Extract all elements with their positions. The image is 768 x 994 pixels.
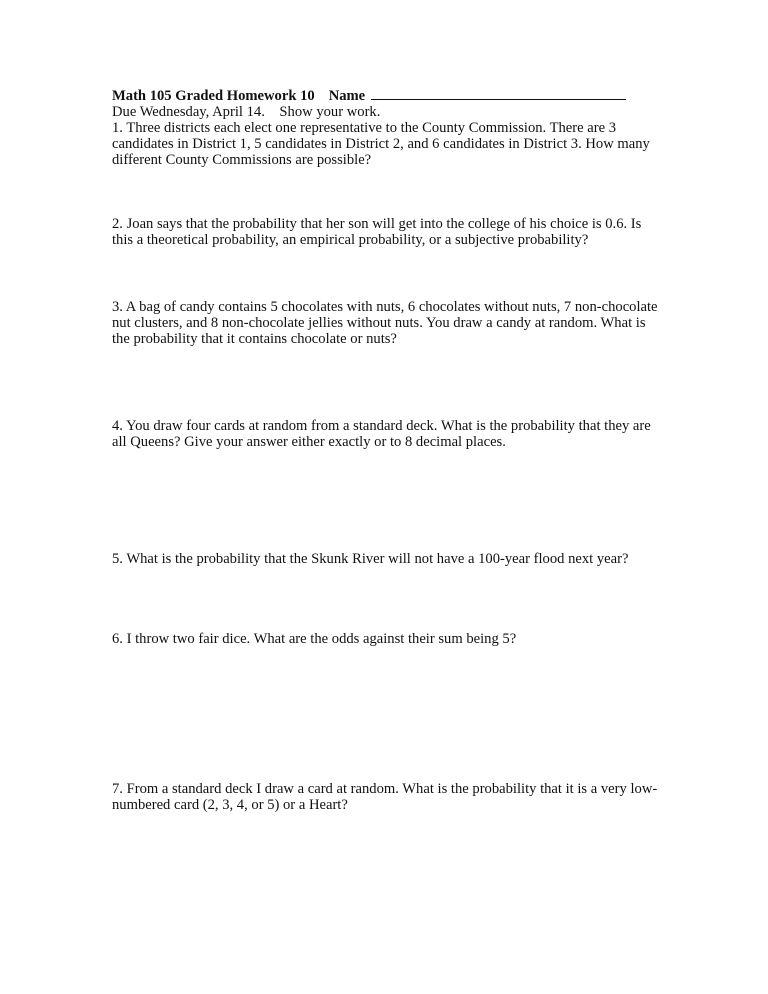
question-7: 7. From a standard deck I draw a card at random. What is the probability that it is a very low-numbered card (2, 3, 4, or 5) or a Heart?: [112, 781, 658, 813]
header-block: [112, 87, 660, 169]
question-3: 3. A bag of candy contains 5 chocolates with nuts, 6 chocolates without nuts, 7 non-chocolate nut clusters, and 8 non-chocolate jellies without nuts. You draw a candy at random. What is the probability that it contains chocolate or nuts?: [112, 299, 658, 347]
header-title-line: [112, 87, 660, 105]
question-1: 1. Three districts each elect one representative to the County Commission. There are 3 candidates in District 1, 5 candidates in District 2, and 6 candidates in District 3. How many different County Commissions are possible?: [112, 119, 650, 168]
question-4: 4. You draw four cards at random from a standard deck. What is the probability that they are all Queens? Give your answer either exactly or to 8 decimal places.: [112, 418, 651, 450]
page-title: Math 105 Graded Homework 10: [112, 88, 315, 104]
question-2: 2. Joan says that the probability that her son will get into the college of his choice is 0.6. Is this a theoretical probability, an empirical probability, or a subjective probability?: [112, 216, 642, 248]
question-6: 6. I throw two fair dice. What are the odds against their sum being 5?: [112, 631, 517, 647]
name-blank-line[interactable]: [371, 87, 626, 100]
name-label: Name: [328, 88, 366, 104]
question-5: 5. What is the probability that the Skunk River will not have a 100-year flood next year?: [112, 551, 629, 567]
due-date-line: Due Wednesday, April 14. Show your work.: [112, 103, 381, 120]
